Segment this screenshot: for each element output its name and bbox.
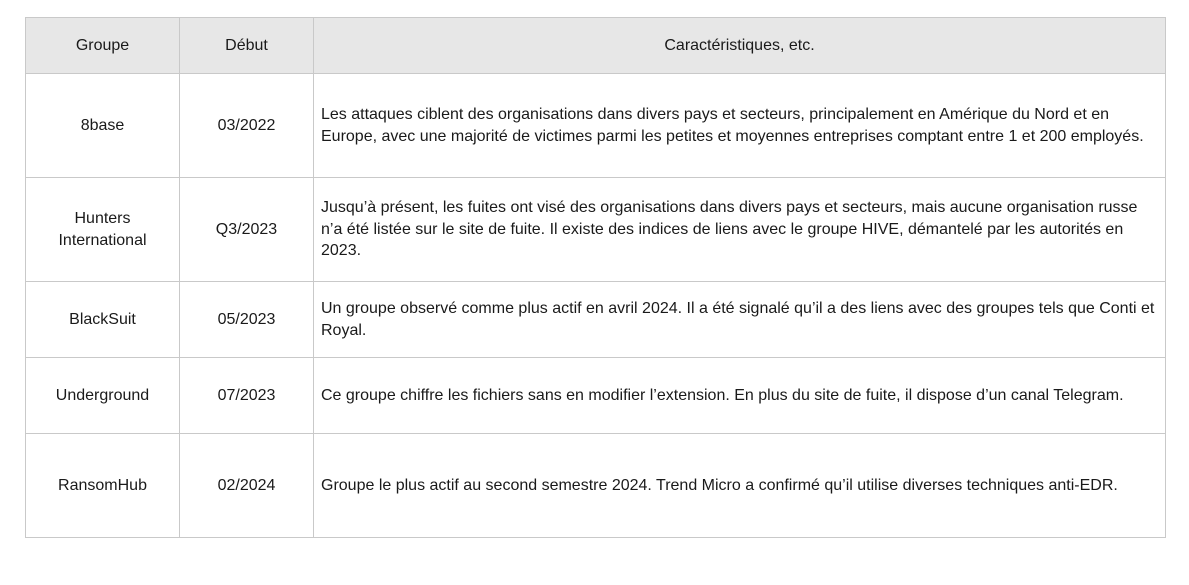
description-cell: Jusqu’à présent, les fuites ont visé des organisations dans divers pays et secteurs, mais aucune organisation russe n’a été listée sur le site de fuite. Il existe des indices de liens avec le groupe HIVE, démantelé par les autorités en 2023. [314,178,1166,282]
group-name-cell: RansomHub [26,434,180,538]
ransomware-groups-table [25,17,1166,538]
description-cell: Groupe le plus actif au second semestre 2024. Trend Micro a confirmé qu’il utilise diverses techniques anti-EDR. [314,434,1166,538]
group-name-text: Hunters International [58,210,147,249]
start-date-cell: Q3/2023 [180,178,314,282]
start-date-cell: 03/2022 [180,74,314,178]
table-row [26,358,1166,434]
header-features: Caractéristiques, etc. [314,18,1166,74]
description-cell: Ce groupe chiffre les fichiers sans en modifier l’extension. En plus du site de fuite, il dispose d’un canal Telegram. [314,358,1166,434]
start-date-cell: 07/2023 [180,358,314,434]
description-cell: Les attaques ciblent des organisations dans divers pays et secteurs, principalement en Amérique du Nord et en Europe, avec une majorité de victimes parmi les petites et moyennes entreprises comptant entre 1 et 200 employés. [314,74,1166,178]
table-row [26,282,1166,358]
group-name-cell: 8base [26,74,180,178]
table-row [26,434,1166,538]
table-row [26,178,1166,282]
table-row [26,74,1166,178]
start-date-cell: 05/2023 [180,282,314,358]
start-date-cell: 02/2024 [180,434,314,538]
header-start: Début [180,18,314,74]
table-header-row [26,18,1166,74]
group-name-cell: Underground [26,358,180,434]
group-name-cell: BlackSuit [26,282,180,358]
group-name-cell [26,178,180,282]
header-group: Groupe [26,18,180,74]
description-cell: Un groupe observé comme plus actif en avril 2024. Il a été signalé qu’il a des liens avec des groupes tels que Conti et Royal. [314,282,1166,358]
